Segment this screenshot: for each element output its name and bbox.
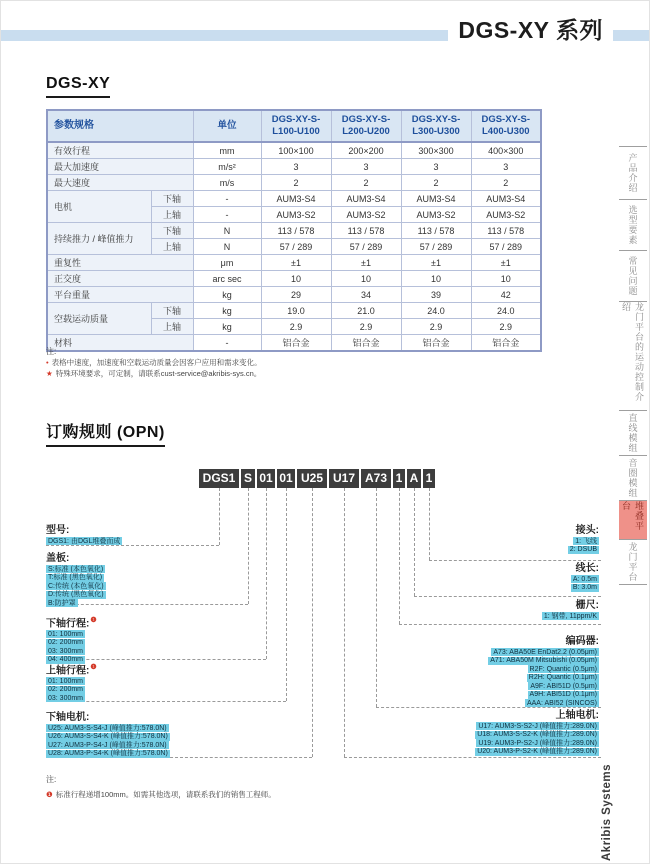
value-cell: 3 bbox=[471, 159, 541, 175]
value-cell: AUM3-S2 bbox=[471, 207, 541, 223]
callout-title: 下轴行程:$^❶$ bbox=[46, 617, 97, 630]
table-row bbox=[47, 175, 541, 191]
unit-header: 单位 bbox=[193, 110, 261, 142]
option: U18: AUM3-S-S2-K (峰值推力:289.0N) bbox=[477, 731, 597, 738]
value-cell: 113 / 578 bbox=[261, 223, 331, 239]
unit-cell: μm bbox=[193, 255, 261, 271]
value-cell: 57 / 289 bbox=[471, 239, 541, 255]
value-cell: 10 bbox=[261, 271, 331, 287]
sidebar-item-gantry-stage[interactable]: 龙门平台 bbox=[619, 539, 647, 585]
notes-label: 注: bbox=[46, 775, 57, 784]
value-cell: ±1 bbox=[401, 255, 471, 271]
value-cell: 2.9 bbox=[471, 319, 541, 335]
sidebar-item-linear-module[interactable]: 直线模组 bbox=[619, 410, 647, 455]
opn-callout-upper-motor bbox=[475, 710, 599, 756]
product-header: DGS-XY-S- L100-U100 bbox=[261, 110, 331, 142]
param-label: 空载运动质量 bbox=[47, 303, 151, 335]
connector bbox=[266, 488, 267, 659]
callout-title: 栅尺: bbox=[575, 600, 599, 611]
option: 1: 飞线 bbox=[575, 537, 597, 545]
value-cell: AUM3-S4 bbox=[471, 191, 541, 207]
value-cell: AUM3-S2 bbox=[261, 207, 331, 223]
opn-code-part: DGS1 bbox=[199, 469, 239, 488]
value-cell: 200×200 bbox=[331, 142, 401, 159]
opn-code-row bbox=[199, 469, 435, 488]
value-cell: 铝合金 bbox=[261, 335, 331, 352]
opn-code-part: 1 bbox=[423, 469, 435, 488]
axis-label: 下轴 bbox=[151, 223, 193, 239]
value-cell: 100×100 bbox=[261, 142, 331, 159]
table-row bbox=[47, 223, 541, 239]
value-cell: 113 / 578 bbox=[471, 223, 541, 239]
callout-title: 盖板: bbox=[46, 553, 70, 564]
opn-callout-lower-stroke bbox=[46, 615, 97, 664]
callout-title: 下轴电机: bbox=[46, 712, 90, 723]
value-cell: 铝合金 bbox=[401, 335, 471, 352]
sidebar-item-faq[interactable]: 常见问题 bbox=[619, 250, 647, 301]
unit-cell: - bbox=[193, 335, 261, 352]
option: U26: AUM3-S-S4-K (峰值推力:578.0N) bbox=[48, 733, 168, 740]
value-cell: 10 bbox=[331, 271, 401, 287]
axis-label: 下轴 bbox=[151, 303, 193, 319]
unit-cell: arc sec bbox=[193, 271, 261, 287]
value-cell: AUM3-S4 bbox=[401, 191, 471, 207]
table-row bbox=[47, 255, 541, 271]
sidebar-item-stacked-stage[interactable]: 堆叠平台 bbox=[619, 500, 647, 539]
opn-diagram bbox=[1, 463, 649, 823]
value-cell: 57 / 289 bbox=[331, 239, 401, 255]
value-cell: ±1 bbox=[471, 255, 541, 271]
option: 03: 300mm bbox=[48, 694, 84, 702]
table-row bbox=[47, 142, 541, 159]
axis-label: 上轴 bbox=[151, 239, 193, 255]
option: S:标准 (本色氧化) bbox=[48, 565, 104, 573]
option: B:防护罩 bbox=[48, 599, 76, 607]
table-row bbox=[47, 271, 541, 287]
callout-title: 接头: bbox=[575, 525, 599, 536]
unit-cell: - bbox=[193, 191, 261, 207]
option: 1: 钢带, 11ppm/K bbox=[543, 612, 597, 620]
value-cell: 113 / 578 bbox=[401, 223, 471, 239]
opn-code-part: A73 bbox=[361, 469, 391, 488]
sidebar-item-voice-coil-module[interactable]: 音圈模组 bbox=[619, 455, 647, 500]
param-label: 持续推力 / 峰值推力 bbox=[47, 223, 151, 255]
value-cell: 铝合金 bbox=[471, 335, 541, 352]
page-title: DGS-XY 系列 bbox=[448, 14, 613, 46]
value-cell: 2 bbox=[331, 175, 401, 191]
opn-code-part: 01 bbox=[257, 469, 275, 488]
param-label: 重复性 bbox=[47, 255, 193, 271]
option: C:传统 (本色氧化) bbox=[48, 582, 104, 590]
axis-label: 上轴 bbox=[151, 207, 193, 223]
unit-cell: - bbox=[193, 207, 261, 223]
option: U19: AUM3-P-S2-J (峰值推力:289.0N) bbox=[478, 739, 597, 747]
option: U28: AUM3-P-S4-K (峰值推力:578.0N) bbox=[48, 750, 168, 757]
connector bbox=[399, 488, 400, 624]
option: D:传统 (黑色氧化) bbox=[48, 591, 104, 598]
opn-callout-cable-length bbox=[571, 563, 599, 592]
value-cell: AUM3-S4 bbox=[331, 191, 401, 207]
value-cell: ±1 bbox=[261, 255, 331, 271]
footnote-marker: ❶ bbox=[90, 617, 97, 624]
option: 02: 200mm bbox=[48, 686, 84, 694]
opn-callout-lower-motor bbox=[46, 712, 170, 758]
option: 03: 300mm bbox=[48, 647, 84, 655]
table-row bbox=[47, 303, 541, 319]
value-cell: 2 bbox=[401, 175, 471, 191]
value-cell: 19.0 bbox=[261, 303, 331, 319]
note-line: ❶ 标准行程递增100mm。如需其他选项，请联系我们的销售工程师。 bbox=[46, 790, 276, 799]
connector bbox=[376, 488, 377, 707]
spec-notes bbox=[46, 347, 262, 378]
param-header: 参数规格 bbox=[47, 110, 193, 142]
opn-code-part: 01 bbox=[277, 469, 295, 488]
option: A73: ABA50E EnDat2.2 (0.05μm) bbox=[493, 648, 597, 656]
value-cell: AUM3-S2 bbox=[401, 207, 471, 223]
option: A71: ABA50M Mitsubishi (0.05μm) bbox=[490, 657, 597, 664]
option: U25: AUM3-S-S4-J (峰值推力:578.0N) bbox=[48, 724, 167, 732]
value-cell: 24.0 bbox=[471, 303, 541, 319]
unit-cell: mm bbox=[193, 142, 261, 159]
sidebar-item-product-intro[interactable]: 产品介绍 bbox=[619, 146, 647, 199]
unit-cell: m/s² bbox=[193, 159, 261, 175]
value-cell: 57 / 289 bbox=[261, 239, 331, 255]
opn-code-part: U17 bbox=[329, 469, 359, 488]
value-cell: 34 bbox=[331, 287, 401, 303]
callout-title: 上轴行程:$^❶$ bbox=[46, 664, 97, 677]
option: 01: 100mm bbox=[48, 677, 84, 685]
param-label: 电机 bbox=[47, 191, 151, 223]
callout-title: 上轴电机: bbox=[555, 710, 599, 721]
option: R2H: Quantic (0.1μm) bbox=[528, 674, 597, 681]
value-cell: 2 bbox=[261, 175, 331, 191]
unit-cell: N bbox=[193, 239, 261, 255]
value-cell: AUM3-S2 bbox=[331, 207, 401, 223]
value-cell: 10 bbox=[471, 271, 541, 287]
unit-cell: kg bbox=[193, 287, 261, 303]
sidebar bbox=[619, 146, 647, 585]
option: T:标准 (黑色氧化) bbox=[48, 574, 103, 581]
callout-title: 编码器: bbox=[565, 636, 599, 647]
opn-code-part: U25 bbox=[297, 469, 327, 488]
value-cell: 3 bbox=[261, 159, 331, 175]
opn-section-title: 订购规则 (OPN) bbox=[46, 419, 165, 447]
param-label: 有效行程 bbox=[47, 142, 193, 159]
callout-title: 型号: bbox=[46, 525, 70, 536]
opn-callout-model bbox=[46, 525, 122, 546]
table-row bbox=[47, 159, 541, 175]
option: 2: DSUB bbox=[569, 546, 597, 553]
value-cell: 42 bbox=[471, 287, 541, 303]
red-dot-marker: • bbox=[46, 358, 49, 367]
value-cell: 400×300 bbox=[471, 142, 541, 159]
value-cell: 29 bbox=[261, 287, 331, 303]
sidebar-item-gantry-motion-control[interactable]: 龙门平台的运动控制介绍 bbox=[619, 301, 647, 410]
value-cell: 39 bbox=[401, 287, 471, 303]
callout-title: 线长: bbox=[575, 563, 599, 574]
unit-cell: kg bbox=[193, 319, 261, 335]
opn-callout-scale bbox=[542, 600, 599, 621]
table-row bbox=[47, 191, 541, 207]
param-label: 正交度 bbox=[47, 271, 193, 287]
value-cell: 10 bbox=[401, 271, 471, 287]
note-line: • 表格中速度，加速度和空载运动质量会因客户应用和需求变化。 bbox=[46, 358, 262, 367]
connector bbox=[344, 488, 345, 757]
value-cell: 21.0 bbox=[331, 303, 401, 319]
note-line: ★ 特殊环境要求，可定制，请联系cust-service@akribis-sys.cn。 bbox=[46, 369, 262, 378]
connector bbox=[219, 488, 220, 545]
option: 04: 400mm bbox=[48, 656, 84, 664]
option: R2F: Quantic (0.5μm) bbox=[529, 665, 597, 673]
circled-one-marker: ❶ bbox=[46, 790, 53, 799]
unit-cell: N bbox=[193, 223, 261, 239]
value-cell: AUM3-S4 bbox=[261, 191, 331, 207]
value-cell: 300×300 bbox=[401, 142, 471, 159]
value-cell: 3 bbox=[401, 159, 471, 175]
param-label: 最大速度 bbox=[47, 175, 193, 191]
option: U17: AUM3-S-S2-J (峰值推力:289.0N) bbox=[478, 722, 597, 730]
param-label: 平台重量 bbox=[47, 287, 193, 303]
opn-callout-encoder bbox=[488, 636, 599, 708]
table-header-row bbox=[47, 110, 541, 142]
option: U20: AUM3-P-S2-K (峰值推力:289.0N) bbox=[477, 748, 597, 755]
connector bbox=[429, 560, 601, 561]
value-cell: 2.9 bbox=[401, 319, 471, 335]
option: 02: 200mm bbox=[48, 639, 84, 647]
option: U27: AUM3-P-S4-J (峰值推力:578.0N) bbox=[48, 741, 167, 749]
unit-cell: kg bbox=[193, 303, 261, 319]
sidebar-item-selection-elements[interactable]: 选型要素 bbox=[619, 199, 647, 250]
connector bbox=[399, 624, 601, 625]
product-header: DGS-XY-S- L200-U200 bbox=[331, 110, 401, 142]
brand-vertical-text: Akribis Systems bbox=[601, 764, 613, 861]
option: AAA: ABI52 (SINCOS) bbox=[526, 699, 597, 707]
connector bbox=[286, 488, 287, 701]
value-cell: 2.9 bbox=[331, 319, 401, 335]
connector bbox=[344, 757, 601, 758]
value-cell: ±1 bbox=[331, 255, 401, 271]
option: DGS1: 由DGL堆叠而成 bbox=[48, 537, 121, 545]
opn-code-part: 1 bbox=[393, 469, 405, 488]
footnote-marker: ❶ bbox=[90, 664, 97, 671]
value-cell: 2 bbox=[471, 175, 541, 191]
option: A9F: ABI51D (0.5μm) bbox=[530, 682, 597, 690]
opn-callout-cover bbox=[46, 553, 106, 608]
value-cell: 113 / 578 bbox=[331, 223, 401, 239]
value-cell: 24.0 bbox=[401, 303, 471, 319]
product-header: DGS-XY-S- L300-U300 bbox=[401, 110, 471, 142]
option: A: 0.5m bbox=[572, 575, 597, 583]
connector bbox=[414, 596, 601, 597]
red-star-marker: ★ bbox=[46, 369, 53, 378]
option: A9H: ABI51D (0.1μm) bbox=[529, 691, 597, 698]
param-label: 最大加速度 bbox=[47, 159, 193, 175]
opn-code-part: S bbox=[241, 469, 255, 488]
connector bbox=[429, 488, 430, 560]
option: 01: 100mm bbox=[48, 630, 84, 638]
product-header: DGS-XY-S- L400-U300 bbox=[471, 110, 541, 142]
spec-table bbox=[46, 109, 542, 352]
unit-cell: m/s bbox=[193, 175, 261, 191]
opn-callout-connector bbox=[568, 525, 599, 554]
opn-callout-upper-stroke bbox=[46, 662, 97, 703]
connector bbox=[312, 488, 313, 757]
notes-label: 注: bbox=[46, 347, 57, 356]
table-row bbox=[47, 287, 541, 303]
connector bbox=[248, 488, 249, 604]
axis-label: 上轴 bbox=[151, 319, 193, 335]
spec-section-title: DGS-XY bbox=[46, 75, 110, 98]
param-label: 材料 bbox=[47, 335, 193, 352]
value-cell: 铝合金 bbox=[331, 335, 401, 352]
option: B: 3.0m bbox=[572, 584, 597, 591]
value-cell: 2.9 bbox=[261, 319, 331, 335]
opn-code-part: A bbox=[407, 469, 421, 488]
connector bbox=[414, 488, 415, 596]
opn-note bbox=[46, 775, 276, 799]
axis-label: 下轴 bbox=[151, 191, 193, 207]
value-cell: 57 / 289 bbox=[401, 239, 471, 255]
value-cell: 3 bbox=[331, 159, 401, 175]
